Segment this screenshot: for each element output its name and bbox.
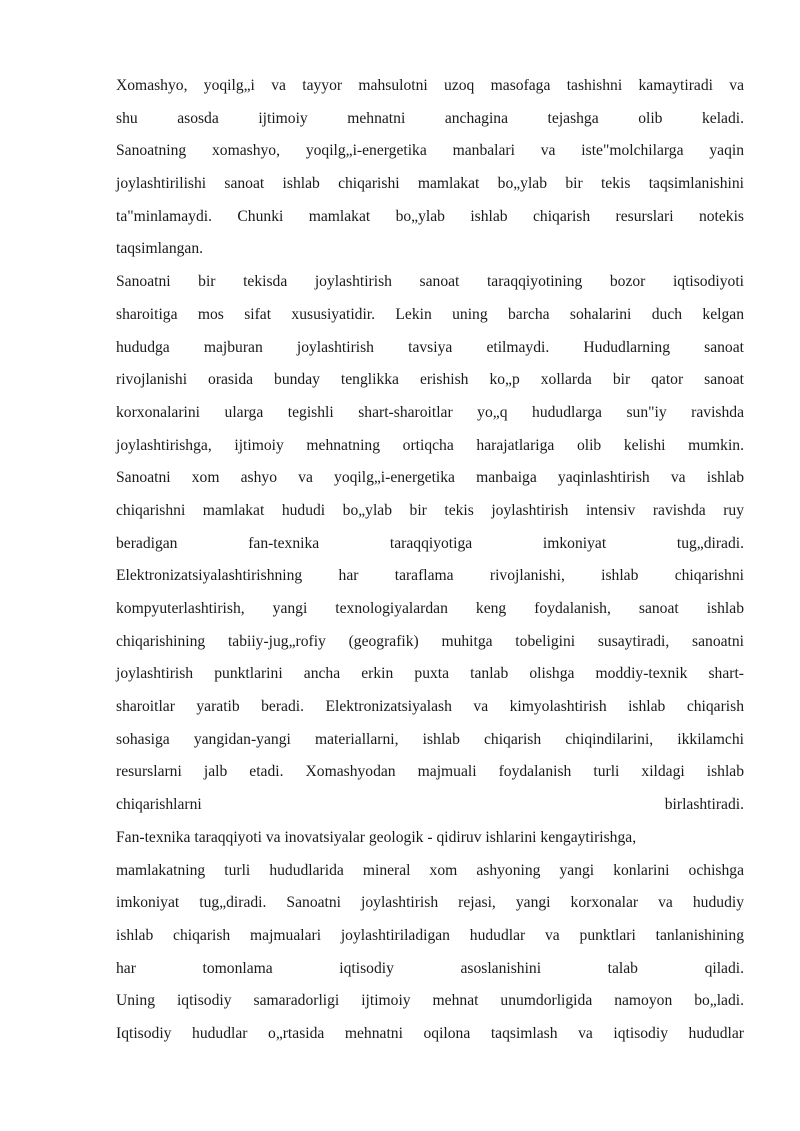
text-line: sharoitlar yaratib beradi. Elektronizatsiyalash va kimyolashtirish ishlab chiqarish [116, 698, 744, 716]
text-line: Elektronizatsiyalashtirishning har taraflama rivojlanishi, ishlab chiqarishni [116, 567, 744, 585]
text-line: Uning iqtisodiy samaradorligi ijtimoiy mehnat unumdorligida namoyon bo„ladi. [116, 992, 744, 1010]
text-line: Sanoatning xomashyo, yoqilg„i-energetika manbalari va iste"molchilarga yaqin [116, 142, 744, 160]
text-line: joylashtirilishi sanoat ishlab chiqarishi mamlakat bo„ylab bir tekis taqsimlanishini [116, 175, 744, 193]
text-line: ta"minlamaydi. Chunki mamlakat bo„ylab ishlab chiqarish resurslari notekis [116, 207, 744, 225]
text-line: beradigan fan-texnika taraqqiyotiga imkoniyat tug„diradi. [116, 534, 744, 552]
text-line: Sanoatni bir tekisda joylashtirish sanoat taraqqiyotining bozor iqtisodiyoti [116, 273, 744, 291]
text-line: sohasiga yangidan-yangi materiallarni, ishlab chiqarish chiqindilarini, ikkilamchi [116, 730, 744, 748]
text-line: resurslarni jalb etadi. Xomashyodan majmuali foydalanish turli xildagi ishlab [116, 763, 744, 781]
text-line: chiqarishni mamlakat hududi bo„ylab bir tekis joylashtirish intensiv ravishda ruy [116, 501, 744, 519]
text-line: imkoniyat tug„diradi. Sanoatni joylashtirish rejasi, yangi korxonalar va hududiy [116, 894, 744, 912]
text-line: chiqarishining tabiiy-jug„rofiy (geografik) muhitga tobeligini susaytiradi, sanoatni [116, 632, 744, 650]
text-line: har tomonlama iqtisodiy asoslanishini talab qiladi. [116, 959, 744, 977]
text-line: korxonalarini ularga tegishli shart-sharoitlar yo„q hududlarga sun"iy ravishda [116, 403, 744, 421]
text-line: chiqarishlarni birlashtiradi. [116, 796, 744, 814]
text-line: Fan-texnika taraqqiyoti va inovatsiyalar geologik - qidiruv ishlarini kengaytirishga, [116, 828, 637, 846]
document-page [116, 70, 744, 1051]
text-line: Iqtisodiy hududlar o„rtasida mehnatni oqilona taqsimlash va iqtisodiy hududlar [116, 1024, 744, 1042]
text-line: joylashtirishga, ijtimoiy mehnatning ortiqcha harajatlariga olib kelishi mumkin. [116, 436, 744, 454]
text-line: kompyuterlashtirish, yangi texnologiyalardan keng foydalanish, sanoat ishlab [116, 600, 744, 617]
text-line: hududga majburan joylashtirish tavsiya etilmaydi. Hududlarning sanoat [116, 338, 744, 356]
text-line: shu asosda ijtimoiy mehnatni anchagina tejashga olib keladi. [116, 109, 744, 127]
text-line: ishlab chiqarish majmualari joylashtiriladigan hududlar va punktlari tanlanishining [116, 926, 744, 944]
text-line: joylashtirish punktlarini ancha erkin puxta tanlab olishga moddiy-texnik shart- [116, 665, 744, 683]
text-line: taqsimlangan. [116, 240, 204, 258]
text-line: rivojlanishi orasida bunday tenglikka erishish ko„p xollarda bir qator sanoat [116, 371, 744, 389]
text-line: mamlakatning turli hududlarida mineral xom ashyoning yangi konlarini ochishga [116, 861, 744, 879]
text-line: sharoitiga mos sifat xususiyatidir. Lekin uning barcha sohalarini duch kelgan [116, 305, 744, 323]
text-line: Xomashyo, yoqilg„i va tayyor mahsulotni uzoq masofaga tashishni kamaytiradi va [116, 77, 744, 94]
text-line: Sanoatni xom ashyo va yoqilg„i-energetika manbaiga yaqinlashtirish va ishlab [116, 469, 744, 487]
